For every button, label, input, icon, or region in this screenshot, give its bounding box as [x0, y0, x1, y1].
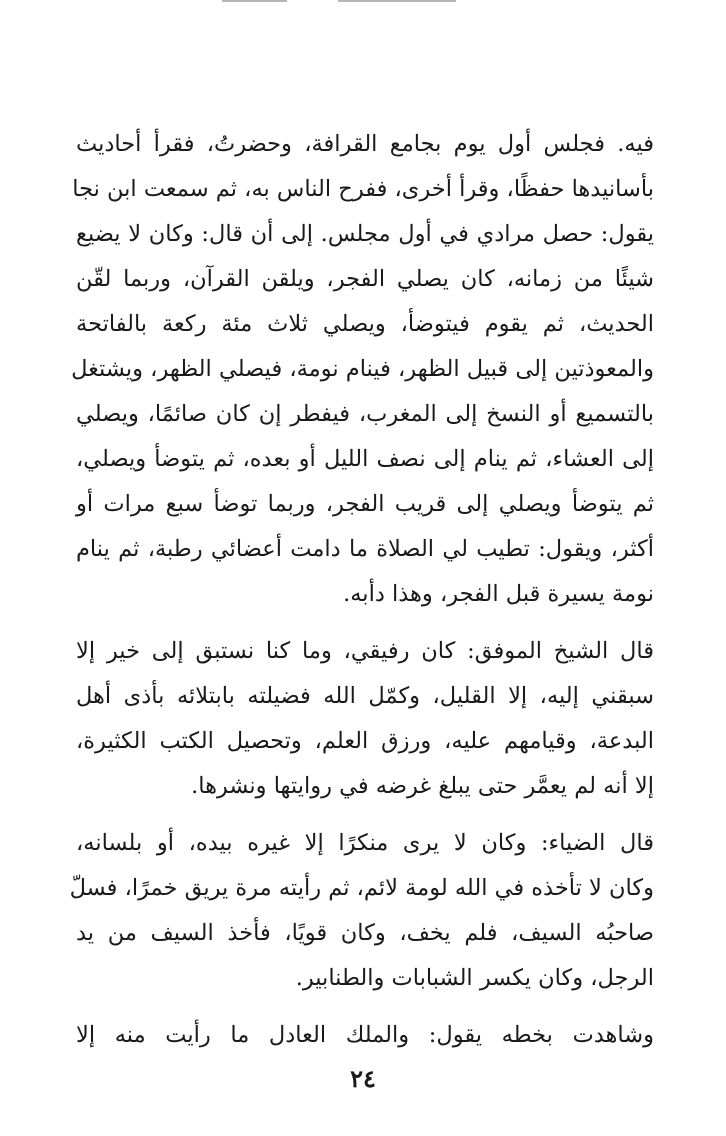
paragraph-spacer — [76, 809, 654, 821]
paragraph-2 — [76, 629, 654, 809]
paragraph-spacer — [76, 1001, 654, 1013]
text-line: قال الشيخ الموفق: كان رفيقي، وما كنا نستبق إلى خير إلا — [76, 638, 654, 664]
text-line: أكثر، ويقول: تطيب لي الصلاة ما دامت أعضائي رطبة، ثم ينام — [76, 536, 654, 562]
page-number: ٢٤ — [350, 1064, 376, 1093]
paragraph-1 — [71, 122, 655, 617]
top-divider-right — [338, 0, 456, 2]
text-line: وكان لا تأخذه في الله لومة لائم، ثم رأيته مرة يريق خمرًا، فسلّ — [69, 875, 654, 901]
text-line: بأسانيدها حفظًا، وقرأ أخرى، ففرح الناس به، ثم سمعت ابن نجا — [72, 176, 654, 202]
text-line: صاحبُه السيف، فلم يخف، وكان قويًا، فأخذ السيف من يد — [76, 920, 654, 946]
text-line: الرجل، وكان يكسر الشبابات والطنابير. — [295, 965, 654, 991]
text-line: إلى العشاء، ثم ينام إلى نصف الليل أو بعده، ثم يتوضأ ويصلي، — [76, 446, 655, 472]
text-line: سبقني إليه، إلا القليل، وكمّل الله فضيلته بابتلائه بأذى أهل — [76, 683, 654, 709]
text-line: قال الضياء: وكان لا يرى منكرًا إلا غيره بيده، أو بلسانه، — [76, 830, 654, 856]
text-line: الحديث، ثم يقوم فيتوضأ، ويصلي ثلاث مئة ركعة بالفاتحة — [76, 311, 654, 337]
text-line: وشاهدت بخطه يقول: والملك العادل ما رأيت منه إلا — [76, 1022, 654, 1048]
text-line: يقول: حصل مرادي في أول مجلس. إلى أن قال: وكان لا يضيع — [76, 221, 654, 247]
top-divider-left — [222, 0, 287, 2]
paragraph-3 — [69, 821, 654, 1001]
paragraph-spacer — [76, 617, 654, 629]
body-text — [69, 122, 655, 1058]
text-line: بالتسميع أو النسخ إلى المغرب، فيفطر إن كان صائمًا، ويصلي — [76, 401, 654, 427]
text-line: نومة يسيرة قبل الفجر، وهذا دأبه. — [343, 581, 654, 607]
text-line: شيئًا من زمانه، كان يصلي الفجر، ويلقن القرآن، وربما لقّن — [76, 266, 654, 292]
text-line: البدعة، وقيامهم عليه، ورزق العلم، وتحصيل الكتب الكثيرة، — [76, 728, 654, 754]
text-line: والمعوذتين إلى قبيل الظهر، فينام نومة، فيصلي الظهر، ويشتغل — [71, 356, 654, 382]
text-line: فيه. فجلس أول يوم بجامع القرافة، وحضرتُ، فقرأ أحاديث — [76, 131, 654, 157]
text-line: إلا أنه لم يعمَّر حتى يبلغ غرضه في روايتها ونشرها. — [191, 773, 654, 799]
text-line: ثم يتوضأ ويصلي إلى قريب الفجر، وربما توضأ سبع مرات أو — [76, 491, 654, 517]
paragraph-4 — [76, 1013, 654, 1058]
